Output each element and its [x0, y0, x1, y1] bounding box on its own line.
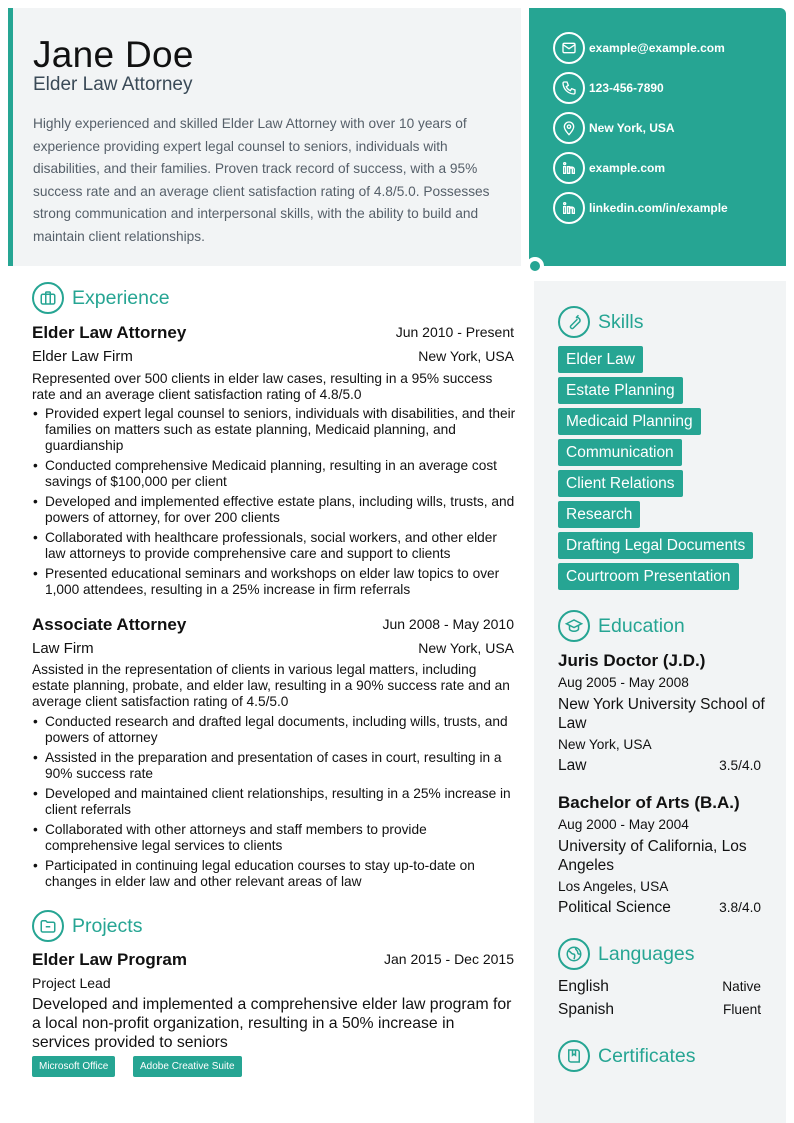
folder-icon: [32, 910, 64, 942]
contact-email[interactable]: [553, 32, 725, 64]
project-description: Developed and implemented a comprehensive elder law program for a local non-profit organization, resulting in a 50% increase in services provided to seniors: [32, 996, 512, 1051]
header-panel: [8, 8, 521, 266]
contact-email-text: example@example.com: [589, 41, 725, 55]
skill-tag: Client Relations: [558, 470, 683, 497]
job-location: New York, USA: [418, 348, 514, 364]
education-gpa: 3.5/4.0: [719, 758, 761, 773]
wrench-icon: [558, 306, 590, 338]
candidate-name: Jane Doe: [33, 34, 194, 75]
globe-icon: [558, 938, 590, 970]
language-level: Native: [722, 979, 761, 994]
list-item: • Collaborated with other attorneys and staff members to provide comprehensive legal services to clients: [32, 822, 516, 854]
education-date: Aug 2005 - May 2008: [558, 675, 689, 690]
skill-tag: Drafting Legal Documents: [558, 532, 753, 559]
project-role: Project Lead: [32, 975, 111, 991]
list-item: • Presented educational seminars and workshops on elder law topics to over 1,000 attendees, resulting in a 25% increase in firm referrals: [32, 566, 516, 598]
projects-title: Projects: [72, 914, 143, 937]
education-title: Education: [598, 614, 685, 637]
contact-panel: [529, 8, 786, 266]
education-degree: Juris Doctor (J.D.): [558, 651, 706, 670]
language-name: Spanish: [558, 1001, 615, 1018]
contact-linkedin-text: linkedin.com/in/example: [589, 201, 728, 215]
list-item: • Participated in continuing legal education courses to stay up-to-date on changes in elder law and other relevant areas of law: [32, 858, 516, 890]
contact-location-text: New York, USA: [589, 121, 675, 135]
job-title: Associate Attorney: [32, 615, 187, 634]
contact-phone[interactable]: [553, 72, 664, 104]
job-date: Jun 2010 - Present: [395, 324, 514, 340]
education-field: Law: [558, 757, 587, 774]
experience-title: Experience: [72, 286, 170, 309]
list-item: • Provided expert legal counsel to seniors, individuals with disabilities, and their families on matters such as estate planning, Medicaid planning, and guardianship: [32, 406, 516, 454]
education-degree: Bachelor of Arts (B.A.): [558, 793, 740, 812]
experience-heading: [32, 282, 170, 314]
job-title: Elder Law Attorney: [32, 323, 187, 342]
language-level: Fluent: [722, 1002, 761, 1017]
education-field: Political Science: [558, 899, 671, 916]
contact-location: [553, 112, 675, 144]
list-item: • Developed and maintained client relationships, resulting in a 25% increase in client referrals: [32, 786, 516, 818]
certificate-icon: [558, 1040, 590, 1072]
job-summary: Assisted in the representation of clients in various legal matters, including estate planning, probate, and elder law, resulting in a 90% success rate and an average client satisfaction rating of 4.5/5.0: [32, 662, 510, 709]
job-bullets: [32, 714, 516, 894]
job-date: Jun 2008 - May 2010: [382, 616, 514, 632]
map-pin-icon: [553, 112, 585, 144]
education-heading: [558, 610, 685, 642]
languages-title: Languages: [598, 942, 695, 965]
candidate-role: Elder Law Attorney: [33, 74, 193, 95]
job-org: Elder Law Firm: [32, 348, 133, 365]
list-item: • Collaborated with healthcare professionals, social workers, and other elder law attorneys to provide comprehensive care and support to clients: [32, 530, 516, 562]
contact-website-text: example.com: [589, 161, 666, 175]
contact-phone-text: 123-456-7890: [589, 81, 664, 95]
profile-summary: Highly experienced and skilled Elder Law Attorney with over 10 years of experience providing expert legal counsel to seniors, individuals with disabilities, and their families. Proven track record of success, with a 95% success rate and an average client satisfaction rating of 4.8/5.0. Possesses strong communication and interpersonal skills, with the ability to build and maintain client relationships.: [33, 116, 490, 244]
education-date: Aug 2000 - May 2004: [558, 817, 689, 832]
skills-title: Skills: [598, 310, 644, 333]
divider-dot: [526, 257, 544, 275]
job-bullets: [32, 406, 516, 602]
languages-heading: [558, 938, 695, 970]
education-school: New York University School of Law: [558, 696, 765, 732]
skill-tag: Medicaid Planning: [558, 408, 701, 435]
contact-website[interactable]: [553, 152, 665, 184]
education-location: New York, USA: [558, 737, 652, 752]
skill-tag: Elder Law: [558, 346, 643, 373]
contact-linkedin[interactable]: [553, 192, 728, 224]
projects-heading: [32, 910, 142, 942]
project-tag: Adobe Creative Suite: [133, 1056, 242, 1077]
briefcase-icon: [32, 282, 64, 314]
education-gpa: 3.8/4.0: [719, 900, 761, 915]
linkedin-icon: [553, 192, 585, 224]
linkedin-icon: [553, 152, 585, 184]
phone-icon: [553, 72, 585, 104]
project-title: Elder Law Program: [32, 950, 187, 969]
skills-heading: [558, 306, 644, 338]
education-location: Los Angeles, USA: [558, 879, 669, 894]
education-school: University of California, Los Angeles: [558, 838, 747, 874]
job-summary: Represented over 500 clients in elder law cases, resulting in a 95% success rate and an average client satisfaction rating of 4.8/5.0: [32, 371, 493, 402]
certificates-heading: [558, 1040, 696, 1072]
list-item: • Conducted comprehensive Medicaid planning, resulting in an average cost savings of $100,000 per client: [32, 458, 516, 490]
mail-icon: [553, 32, 585, 64]
list-item: • Assisted in the preparation and presentation of cases in court, resulting in a 90% success rate: [32, 750, 516, 782]
project-tag: Microsoft Office: [32, 1056, 115, 1077]
certificates-title: Certificates: [598, 1044, 696, 1067]
skill-tag: Communication: [558, 439, 682, 466]
language-name: English: [558, 978, 609, 995]
list-item: • Conducted research and drafted legal documents, including wills, trusts, and powers of attorney: [32, 714, 516, 746]
job-org: Law Firm: [32, 640, 94, 657]
list-item: • Developed and implemented effective estate plans, including wills, trusts, and powers of attorney, for over 200 clients: [32, 494, 516, 526]
graduation-cap-icon: [558, 610, 590, 642]
skill-tag: Research: [558, 501, 640, 528]
project-date: Jan 2015 - Dec 2015: [384, 951, 514, 967]
job-location: New York, USA: [418, 640, 514, 656]
skill-tag: Estate Planning: [558, 377, 683, 404]
skill-tag: Courtroom Presentation: [558, 563, 739, 590]
